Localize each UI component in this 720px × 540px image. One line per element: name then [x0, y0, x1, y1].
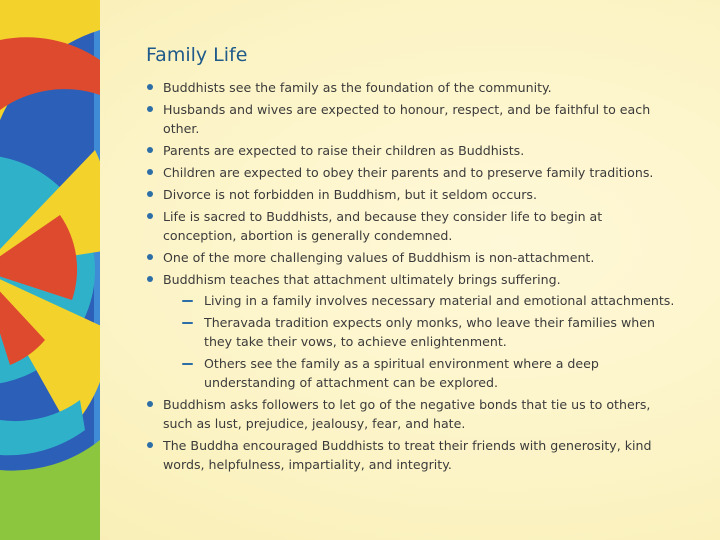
bullet-item: One of the more challenging values of Buddhism is non-attachment. [147, 248, 677, 267]
bullet-dot-icon [147, 106, 153, 112]
sub-bullet-item: Theravada tradition expects only monks, who leave their families when they take their vows, to achieve enlightenment. [163, 313, 677, 351]
sub-bullet-item: Others see the family as a spiritual environment where a deep understanding of attachment can be explored. [163, 354, 677, 392]
bullet-item: The Buddha encouraged Buddhists to treat their friends with generosity, kind words, helpfulness, impartiality, and integrity. [147, 436, 677, 474]
bullet-item: Buddhism teaches that attachment ultimately brings suffering. Living in a family involves necessary material and emotional attachments. Theravada tradition expects only monks, who leave their families when they take their vows, to achieve enlightenment. Others see the family as a spiritual environment where a deep understanding of attachment can be explored. [147, 270, 677, 392]
dash-icon [182, 322, 193, 324]
bullet-item: Parents are expected to raise their children as Buddhists. [147, 141, 677, 160]
bullet-dot-icon [147, 169, 153, 175]
bullet-item: Buddhism asks followers to let go of the negative bonds that tie us to others, such as lust, prejudice, jealousy, fear, and hate. [147, 395, 677, 433]
sub-bullet-list [163, 291, 677, 392]
bullet-dot-icon [147, 191, 153, 197]
bullet-dot-icon [147, 254, 153, 260]
decorative-color-band [0, 0, 100, 540]
bullet-dot-icon [147, 442, 153, 448]
dash-icon [182, 363, 193, 365]
bullet-item: Buddhists see the family as the foundation of the community. [147, 78, 677, 97]
bullet-dot-icon [147, 147, 153, 153]
dash-icon [182, 300, 193, 302]
bullet-dot-icon [147, 401, 153, 407]
bullet-dot-icon [147, 84, 153, 90]
bullet-item: Divorce is not forbidden in Buddhism, but it seldom occurs. [147, 185, 677, 204]
bullet-item: Life is sacred to Buddhists, and because they consider life to begin at conception, abortion is generally condemned. [147, 207, 677, 245]
bullet-list [147, 78, 677, 477]
bullet-dot-icon [147, 213, 153, 219]
bullet-item: Husbands and wives are expected to honour, respect, and be faithful to each other. [147, 100, 677, 138]
bullet-item: Children are expected to obey their parents and to preserve family traditions. [147, 163, 677, 182]
sub-bullet-item: Living in a family involves necessary material and emotional attachments. [163, 291, 677, 310]
bullet-dot-icon [147, 276, 153, 282]
slide-title: Family Life [146, 44, 248, 66]
